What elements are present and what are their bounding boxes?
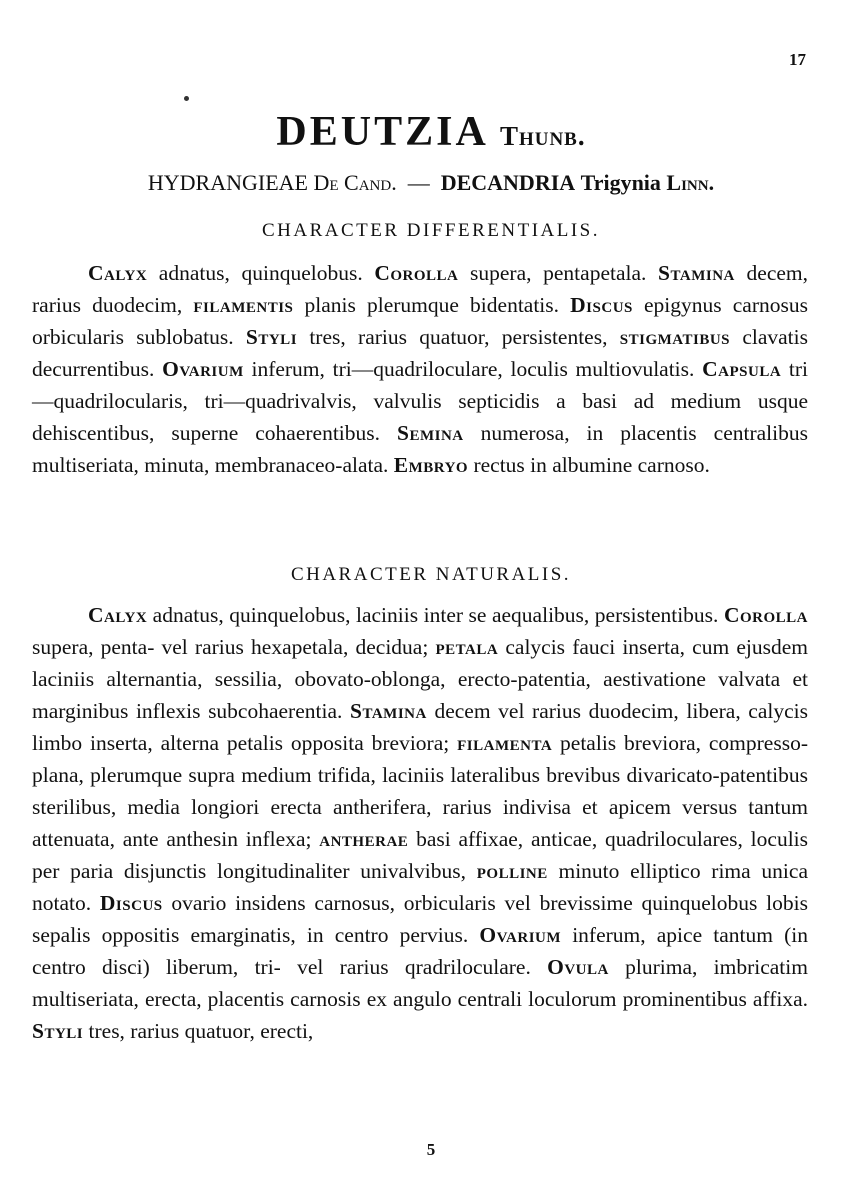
linnaean-order: Trigynia [580,170,661,195]
section-heading-naturalis: CHARACTER NATURALIS. [290,564,572,585]
botanical-term: filamenta [457,731,553,755]
botanical-term: Ovarium [162,357,244,381]
botanical-term: Corolla [723,603,808,627]
botanical-term: Capsula [702,357,782,381]
description-text: epigynus carnosus orbicularis sublobatus. [32,293,808,349]
description-text: supera, pentapetala. [458,261,659,285]
genus-title [0,108,862,160]
description-text: adnatus, quinquelobus, laciniis inter se aequalibus, persistentibus. [147,603,724,627]
botanical-term: Styli [32,1019,84,1043]
paragraph-naturalis [32,599,808,1047]
description-text: minuto elliptico rima unica notato. [32,859,808,915]
description-text: tres, rarius quatuor, erecti, [83,1019,314,1043]
description-text: plurima, imbricatim multiseriata, erecta, placentis carnosis ex angulo centrali loculorum prominentibus affixa. [32,955,808,1011]
botanical-term: Calyx [88,261,148,285]
description-text: adnatus, quinquelobus. [147,261,375,285]
botanical-term: Discus [99,891,163,915]
description-text: supera, penta- vel rarius hexapetala, decidua; [32,635,436,659]
description-text: inferum, tri—quadriloculare, loculis multiovulatis. [243,357,703,381]
classification-separator: — [407,170,430,195]
description-text: inferum, apice tantum (in centro disci) liberum, tri- vel rarius qradriloculare. [32,923,808,979]
signature-mark: 5 [426,1140,436,1159]
botanical-term: Ovula [547,955,609,979]
genus-name: DEUTZIA [276,109,487,155]
botanical-term: filamentis [193,293,294,317]
classification-line [0,168,862,198]
description-text: basi affixae, anticae, quadriloculares, loculis per paria disjunctis longitudinaliter univalvibus, [32,827,809,883]
botanical-term: polline [476,859,548,883]
botanical-term: petala [435,635,499,659]
botanical-term: Stamina [658,261,735,285]
botanical-term: Styli [245,325,298,349]
botanical-term: Embryo [393,453,469,477]
description-text: tri—quadrilocularis, tri—quadrivalvis, valvulis septicidis a basi ad medium usque dehiscentibus, superne cohaerentibus. [32,357,809,445]
description-text: decem vel rarius duodecim, libera, calycis limbo inserta, alterna petalis opposita breviora; [32,699,808,755]
genus-author: Thunb. [499,121,586,151]
description-text: clavatis decurrentibus. [32,325,808,381]
page-number: 17 [789,50,806,69]
botanical-term: stigmatibus [619,325,731,349]
botanical-term: Discus [570,293,633,317]
description-text: decem, rarius duodecim, [32,261,808,317]
family-author: De Cand. [313,170,397,195]
description-text: numerosa, in placentis centralibus multiseriata, minuta, membranaceo-alata. [32,421,808,477]
botanical-term: Stamina [350,699,427,723]
family-name: HYDRANGIEAE [147,170,308,195]
description-text: planis plerumque bidentatis. [293,293,571,317]
botanical-term: Corolla [374,261,459,285]
botanical-term: Semina [397,421,464,445]
description-text: ovario insidens carnosus, orbicularis vel brevissime quinquelobus lobis sepalis oppositis emarginatis, in centro pervius. [32,891,808,947]
ink-dot [184,96,189,101]
description-text: petalis breviora, compresso-plana, plerumque supra medium trifida, laciniis lateralibus brevibus divaricato-patentibus sterilibus, media longiori erecta antherifera, rarius indivisa et apicem versus tantum attenuata, ante anthesin inflexa; [32,731,808,851]
description-text: calycis fauci inserta, cum ejusdem laciniis alternantia, sessilia, obovato-oblonga, erecto-patentia, aestivatione valvata et marginibus inflexis subcohaerentia. [32,635,808,723]
linnaean-class: DECANDRIA [440,170,576,195]
description-text: rectus in albumine carnoso. [468,453,710,477]
botanical-term: antherae [319,827,409,851]
botanical-term: Ovarium [479,923,562,947]
description-text: tres, rarius quatuor, persistentes, [297,325,620,349]
section-heading-differentialis: CHARACTER DIFFERENTIALIS. [261,220,600,241]
linnaean-author: Linn. [666,170,715,195]
botanical-term: Calyx [88,603,148,627]
paragraph-differentialis [32,257,808,481]
